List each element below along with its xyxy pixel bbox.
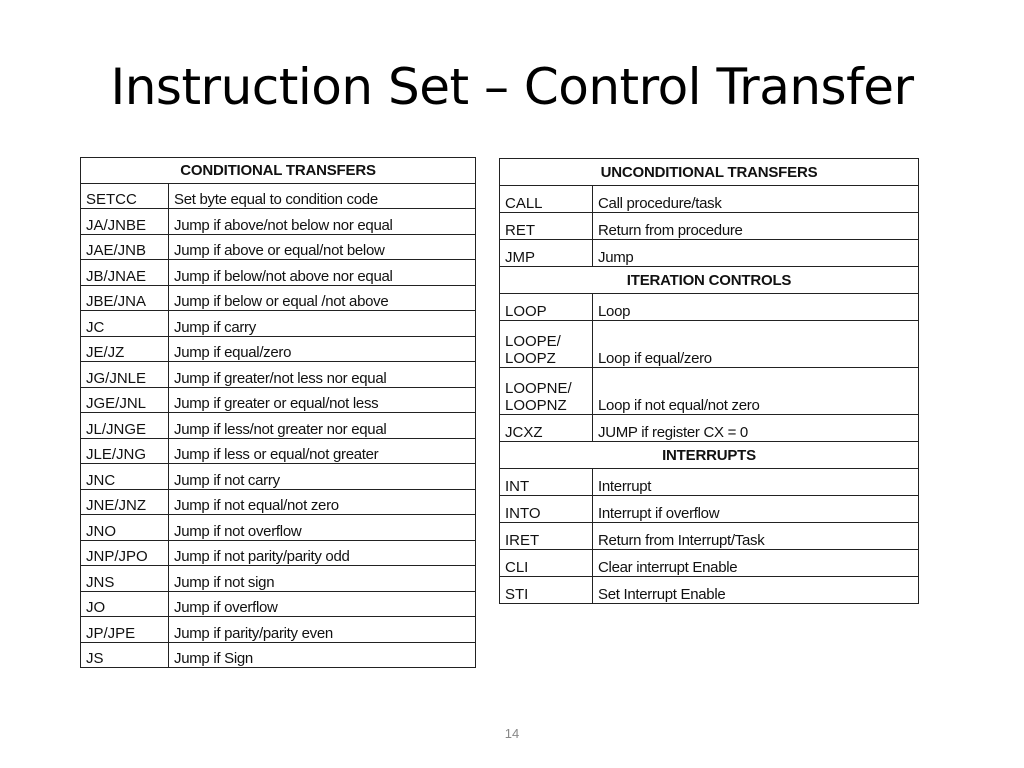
table-row [81, 336, 476, 362]
table-row [81, 260, 476, 286]
table-row [81, 591, 476, 617]
table-row [81, 183, 476, 209]
table-row [500, 240, 919, 267]
instruction-description: Jump if carry [169, 311, 476, 337]
conditional-transfers-body [81, 158, 476, 668]
table-header-row [81, 158, 476, 184]
table-row [81, 642, 476, 668]
instruction-mnemonic: LOOP [500, 294, 593, 321]
instruction-description: Jump if not equal/not zero [169, 489, 476, 515]
instruction-mnemonic: JNP/JPO [81, 540, 169, 566]
instruction-mnemonic: JMP [500, 240, 593, 267]
instruction-mnemonic: JA/JNBE [81, 209, 169, 235]
instruction-description: Jump if less or equal/not greater [169, 438, 476, 464]
instruction-mnemonic: SETCC [81, 183, 169, 209]
instruction-mnemonic: JNE/JNZ [81, 489, 169, 515]
conditional-transfers-table [80, 157, 476, 668]
instruction-description: Jump if overflow [169, 591, 476, 617]
instruction-description: Loop if equal/zero [593, 321, 919, 368]
table-row [81, 362, 476, 388]
instruction-description: Jump if equal/zero [169, 336, 476, 362]
instruction-mnemonic: JL/JNGE [81, 413, 169, 439]
instruction-description: Return from procedure [593, 213, 919, 240]
instruction-mnemonic: INTO [500, 496, 593, 523]
instruction-description: Jump if not carry [169, 464, 476, 490]
instruction-mnemonic: JB/JNAE [81, 260, 169, 286]
table-row [81, 311, 476, 337]
instruction-description: Jump if greater/not less nor equal [169, 362, 476, 388]
instruction-description: Jump if above/not below nor equal [169, 209, 476, 235]
interrupts-header: INTERRUPTS [500, 442, 919, 469]
table-row [81, 515, 476, 541]
instruction-description: Jump if not sign [169, 566, 476, 592]
unconditional-transfers-body [500, 159, 919, 604]
table-header-row [500, 267, 919, 294]
instruction-description: Jump if not overflow [169, 515, 476, 541]
table-row [81, 413, 476, 439]
unconditional-transfers-header: UNCONDITIONAL TRANSFERS [500, 159, 919, 186]
table-row [500, 415, 919, 442]
iteration-controls-header: ITERATION CONTROLS [500, 267, 919, 294]
table-row [81, 464, 476, 490]
page-number: 14 [504, 726, 520, 741]
instruction-mnemonic: JBE/JNA [81, 285, 169, 311]
instruction-description: Loop if not equal/not zero [593, 368, 919, 415]
table-row [500, 186, 919, 213]
instruction-mnemonic: JAE/JNB [81, 234, 169, 260]
table-row [81, 387, 476, 413]
instruction-mnemonic: JG/JNLE [81, 362, 169, 388]
table-row [500, 368, 919, 415]
instruction-mnemonic: JNC [81, 464, 169, 490]
instruction-description: Jump if parity/parity even [169, 617, 476, 643]
instruction-description: Set byte equal to condition code [169, 183, 476, 209]
table-row [81, 489, 476, 515]
slide-title: Instruction Set – Control Transfer [110, 58, 914, 116]
instruction-description: Jump if below or equal /not above [169, 285, 476, 311]
table-row [81, 617, 476, 643]
instruction-mnemonic: LOOPE/ LOOPZ [500, 321, 593, 368]
instruction-description: Interrupt if overflow [593, 496, 919, 523]
instruction-mnemonic: IRET [500, 523, 593, 550]
unconditional-transfers-table [499, 158, 919, 604]
instruction-mnemonic: CLI [500, 550, 593, 577]
instruction-description: Jump [593, 240, 919, 267]
table-row [500, 469, 919, 496]
instruction-mnemonic: JP/JPE [81, 617, 169, 643]
instruction-description: Jump if greater or equal/not less [169, 387, 476, 413]
table-row [500, 523, 919, 550]
table-row [81, 285, 476, 311]
instruction-description: Jump if not parity/parity odd [169, 540, 476, 566]
instruction-description: Set Interrupt Enable [593, 577, 919, 604]
instruction-description: Jump if Sign [169, 642, 476, 668]
instruction-mnemonic: INT [500, 469, 593, 496]
instruction-description: Return from Interrupt/Task [593, 523, 919, 550]
table-row [500, 577, 919, 604]
table-header-row [500, 442, 919, 469]
instruction-description: Jump if above or equal/not below [169, 234, 476, 260]
instruction-mnemonic: RET [500, 213, 593, 240]
instruction-mnemonic: LOOPNE/ LOOPNZ [500, 368, 593, 415]
instruction-mnemonic: JLE/JNG [81, 438, 169, 464]
table-header-row [500, 159, 919, 186]
instruction-description: Jump if less/not greater nor equal [169, 413, 476, 439]
instruction-mnemonic: JO [81, 591, 169, 617]
table-row [81, 566, 476, 592]
table-row [81, 540, 476, 566]
table-row [81, 209, 476, 235]
instruction-mnemonic: JS [81, 642, 169, 668]
instruction-mnemonic: JCXZ [500, 415, 593, 442]
instruction-description: JUMP if register CX = 0 [593, 415, 919, 442]
instruction-mnemonic: JNO [81, 515, 169, 541]
instruction-mnemonic: CALL [500, 186, 593, 213]
table-row [500, 550, 919, 577]
instruction-description: Clear interrupt Enable [593, 550, 919, 577]
table-row [81, 438, 476, 464]
instruction-mnemonic: JE/JZ [81, 336, 169, 362]
table-row [500, 294, 919, 321]
instruction-mnemonic: STI [500, 577, 593, 604]
instruction-mnemonic: JNS [81, 566, 169, 592]
table-row [500, 321, 919, 368]
instruction-description: Interrupt [593, 469, 919, 496]
instruction-mnemonic: JGE/JNL [81, 387, 169, 413]
instruction-mnemonic: JC [81, 311, 169, 337]
instruction-description: Call procedure/task [593, 186, 919, 213]
table-row [500, 213, 919, 240]
instruction-description: Loop [593, 294, 919, 321]
conditional-transfers-header: CONDITIONAL TRANSFERS [81, 158, 476, 184]
instruction-description: Jump if below/not above nor equal [169, 260, 476, 286]
table-row [81, 234, 476, 260]
table-row [500, 496, 919, 523]
